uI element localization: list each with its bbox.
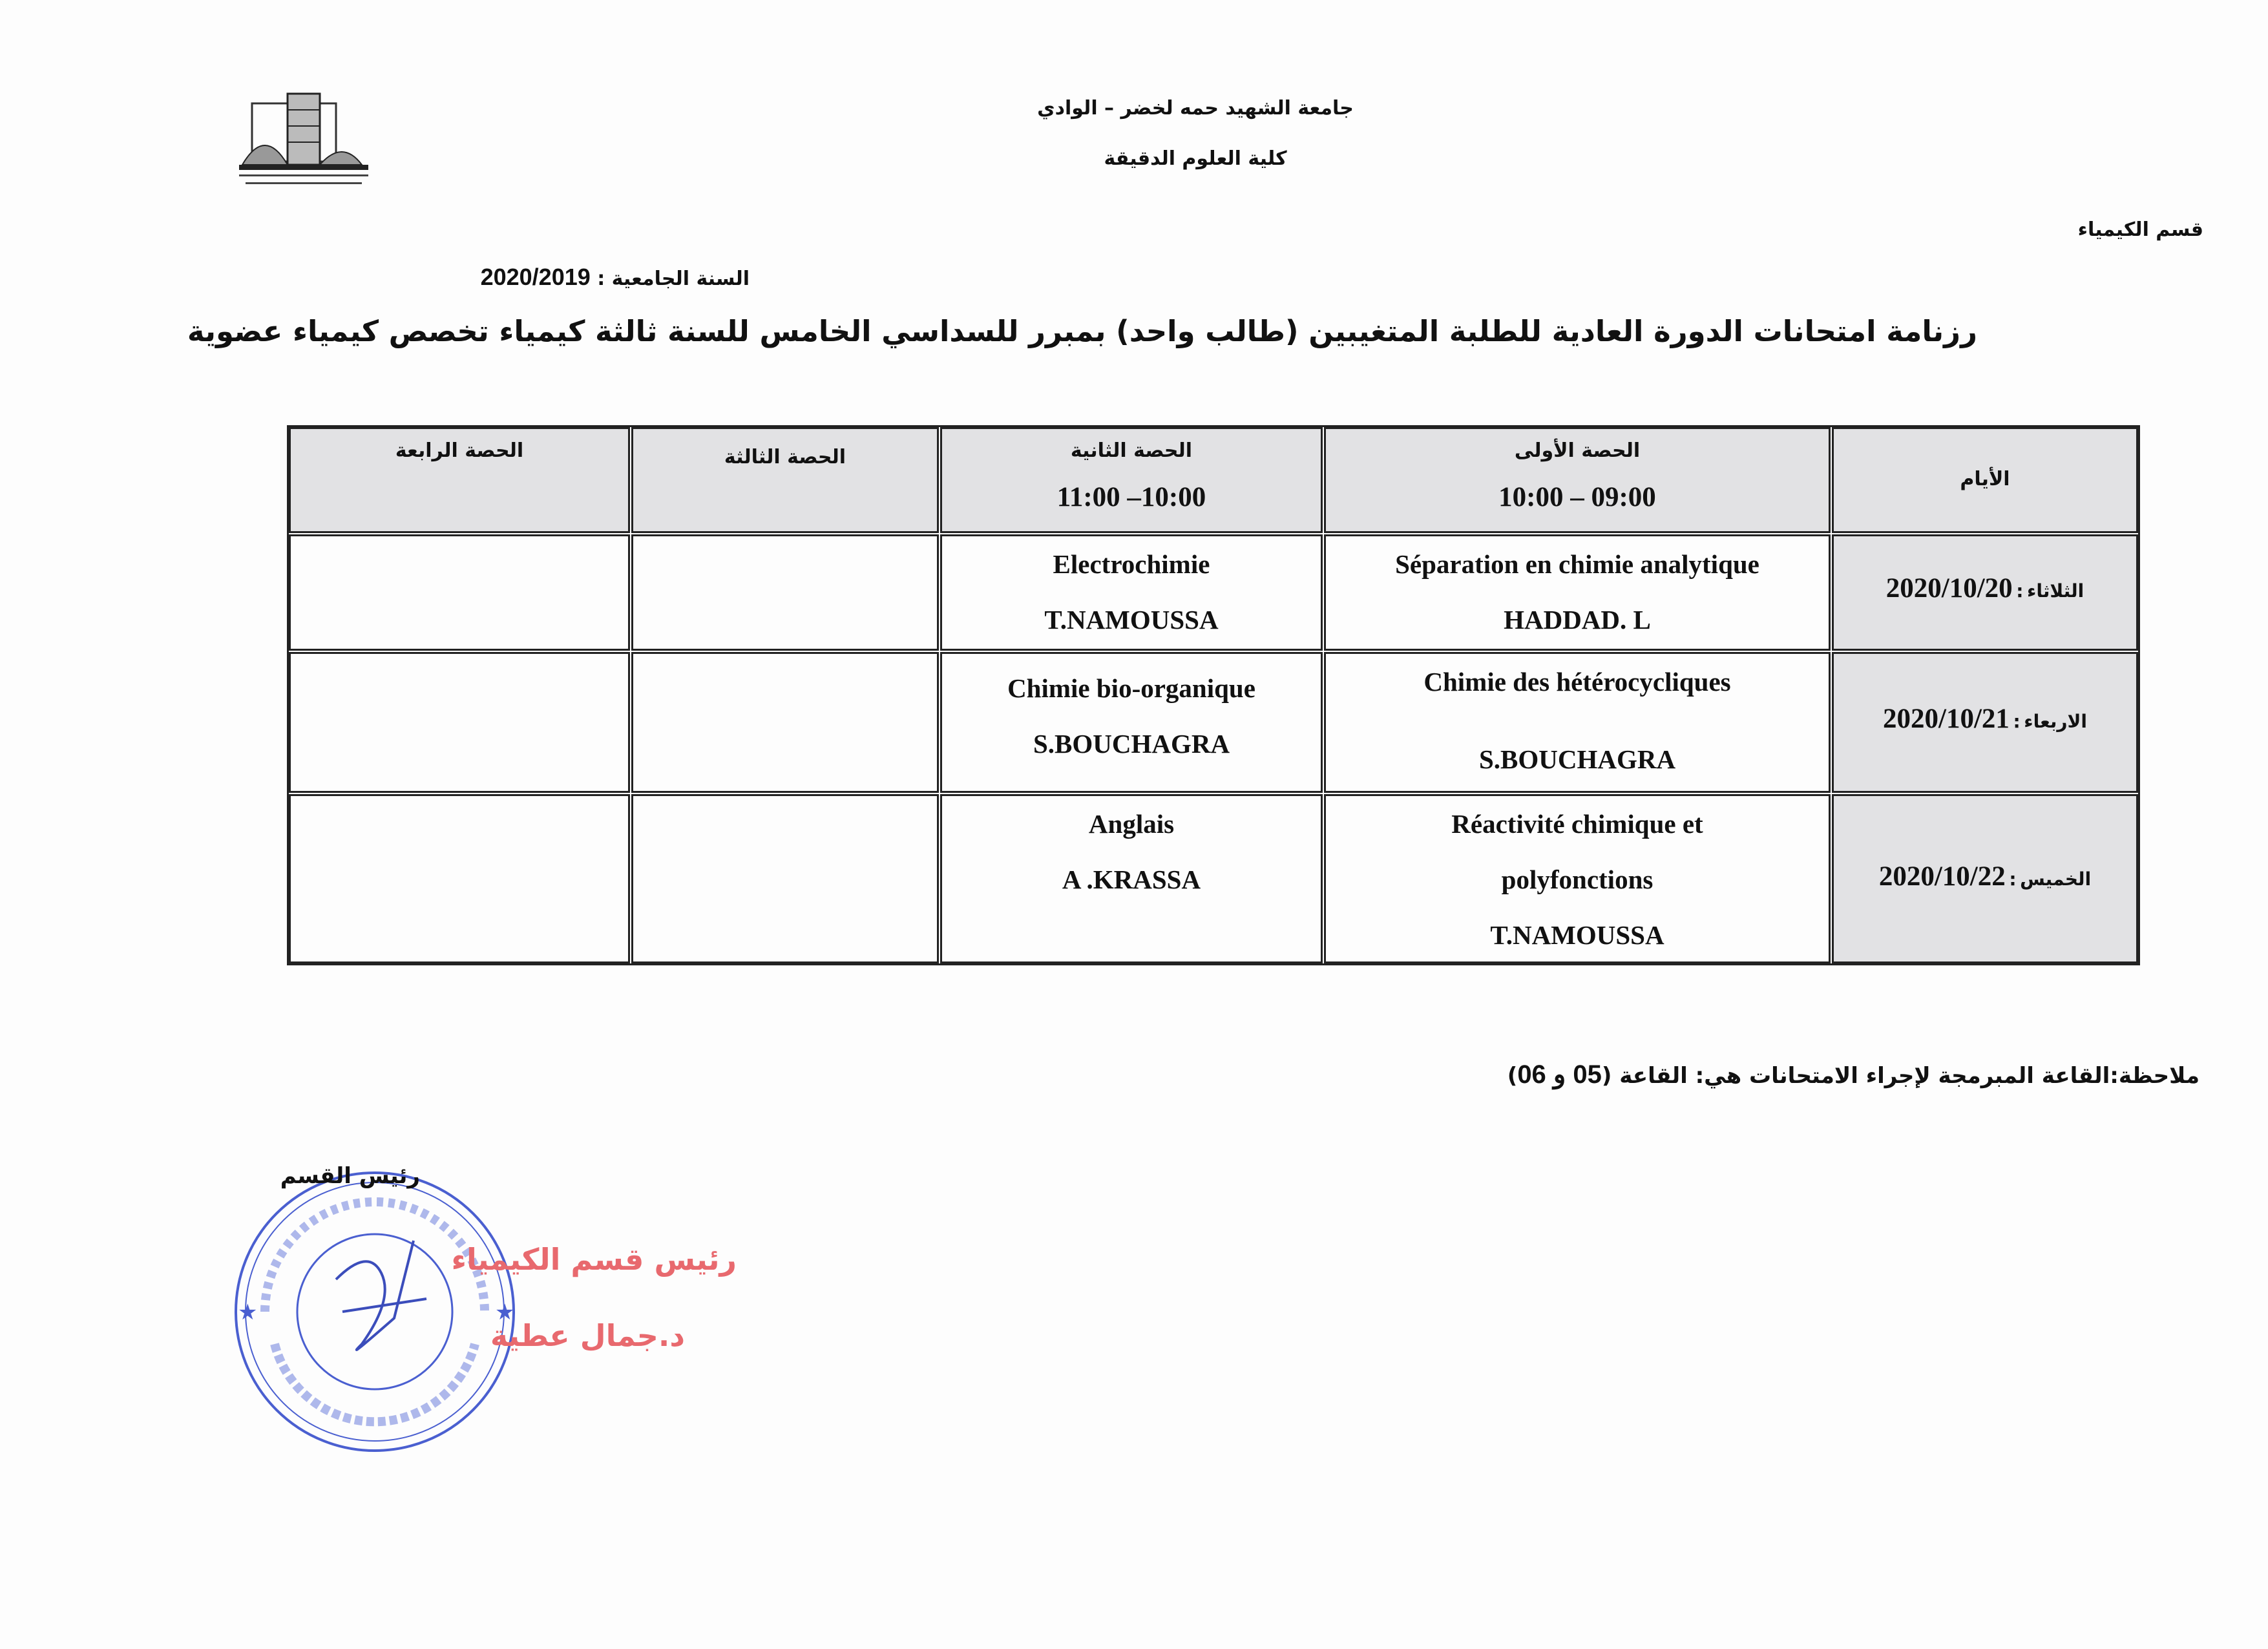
- header-session-2: [940, 427, 1323, 533]
- svg-text:★: ★: [238, 1299, 258, 1325]
- header-session-4: [289, 427, 630, 533]
- header-label: الحصة الثالثة: [724, 446, 846, 468]
- university-name: جامعة الشهيد حمه لخضر – الوادي: [1037, 97, 1354, 120]
- row2-session4: [289, 652, 630, 793]
- academic-year-value: 2020/2019: [480, 264, 591, 290]
- day-name: الخميس: [2020, 868, 2092, 890]
- course-name: Chimie bio-organique: [1007, 673, 1255, 703]
- day-separator: :: [2013, 711, 2021, 732]
- header-session-1: [1324, 427, 1831, 533]
- academic-year-label: السنة الجامعية :: [597, 268, 750, 290]
- row3-session4: [289, 794, 630, 963]
- course-name-cont: polyfonctions: [1501, 865, 1654, 894]
- room-note: [969, 1060, 2200, 1089]
- row2-session1: [1324, 652, 1831, 793]
- day-date: 2020/10/20: [1885, 573, 2013, 604]
- course-name: Séparation en chimie analytique: [1395, 549, 1759, 579]
- teacher-name: T.NAMOUSSA: [1044, 605, 1219, 635]
- row3-session3: [631, 794, 939, 963]
- day-date: 2020/10/22: [1878, 861, 2006, 892]
- header-time: 10:00 – 09:00: [1498, 482, 1656, 512]
- row1-session2: [940, 534, 1323, 651]
- teacher-name: A .KRASSA: [1062, 865, 1201, 894]
- signature-role: رئيس القسم: [280, 1163, 420, 1189]
- day-separator: :: [2009, 868, 2017, 890]
- teacher-name: S.BOUCHAGRA: [1478, 744, 1676, 774]
- day-separator: :: [2016, 580, 2024, 602]
- row3-session1: [1324, 794, 1831, 963]
- header-label: الأيام: [1960, 468, 2010, 490]
- course-name: Réactivité chimique et: [1451, 809, 1703, 839]
- course-name: Chimie des hétérocycliques: [1423, 667, 1731, 697]
- teacher-name: S.BOUCHAGRA: [1033, 729, 1230, 759]
- row3-day: [1832, 794, 2138, 963]
- header-days: [1832, 427, 2138, 533]
- header-label: الحصة الأولى: [1514, 439, 1641, 462]
- day-date: 2020/10/21: [1883, 704, 2010, 734]
- course-name: Electrochimie: [1053, 549, 1210, 579]
- academic-year: [362, 264, 750, 291]
- official-seal: [213, 1150, 601, 1473]
- day-name: الاربعاء: [2024, 711, 2087, 732]
- row2-session2: [940, 652, 1323, 793]
- university-logo: [239, 90, 368, 194]
- row1-session1: [1324, 534, 1831, 651]
- course-name: Anglais: [1088, 809, 1175, 839]
- row1-session4: [289, 534, 630, 651]
- header-time: 11:00 –10:00: [1056, 482, 1206, 512]
- svg-text:★: ★: [495, 1299, 515, 1325]
- stamp-title: رئيس قسم الكيمياء: [451, 1242, 737, 1277]
- note-close: ): [1507, 1063, 1518, 1089]
- faculty-name: كلية العلوم الدقيقة: [1104, 147, 1287, 170]
- row1-day: [1832, 534, 2138, 651]
- teacher-name: T.NAMOUSSA: [1490, 920, 1664, 950]
- row2-day: [1832, 652, 2138, 793]
- day-name: الثلاثاء: [2027, 580, 2084, 602]
- page-title: رزنامة امتحانات الدورة العادية للطلبة المتغيبين (طالب واحد) بمبرر للسداسي الخامس للسنة ثالثة كيمياء تخصص كيمياء عضوية: [187, 314, 1977, 348]
- header-label: الحصة الرابعة: [395, 439, 524, 462]
- exam-schedule-table: [287, 425, 2140, 965]
- row2-session3: [631, 652, 939, 793]
- teacher-name: HADDAD. L: [1504, 605, 1651, 635]
- row3-session2: [940, 794, 1323, 963]
- note-rooms: 05 و 06: [1517, 1060, 1602, 1089]
- stamp-name: د.جمال عطية: [490, 1318, 685, 1353]
- note-text: ملاحظة:القاعة المبرمجة لإجراء الامتحانات هي: القاعة (: [1601, 1063, 2200, 1089]
- department-name: قسم الكيمياء: [2077, 218, 2203, 241]
- header-label: الحصة الثانية: [1070, 439, 1193, 462]
- row1-session3: [631, 534, 939, 651]
- header-session-3: [631, 427, 939, 533]
